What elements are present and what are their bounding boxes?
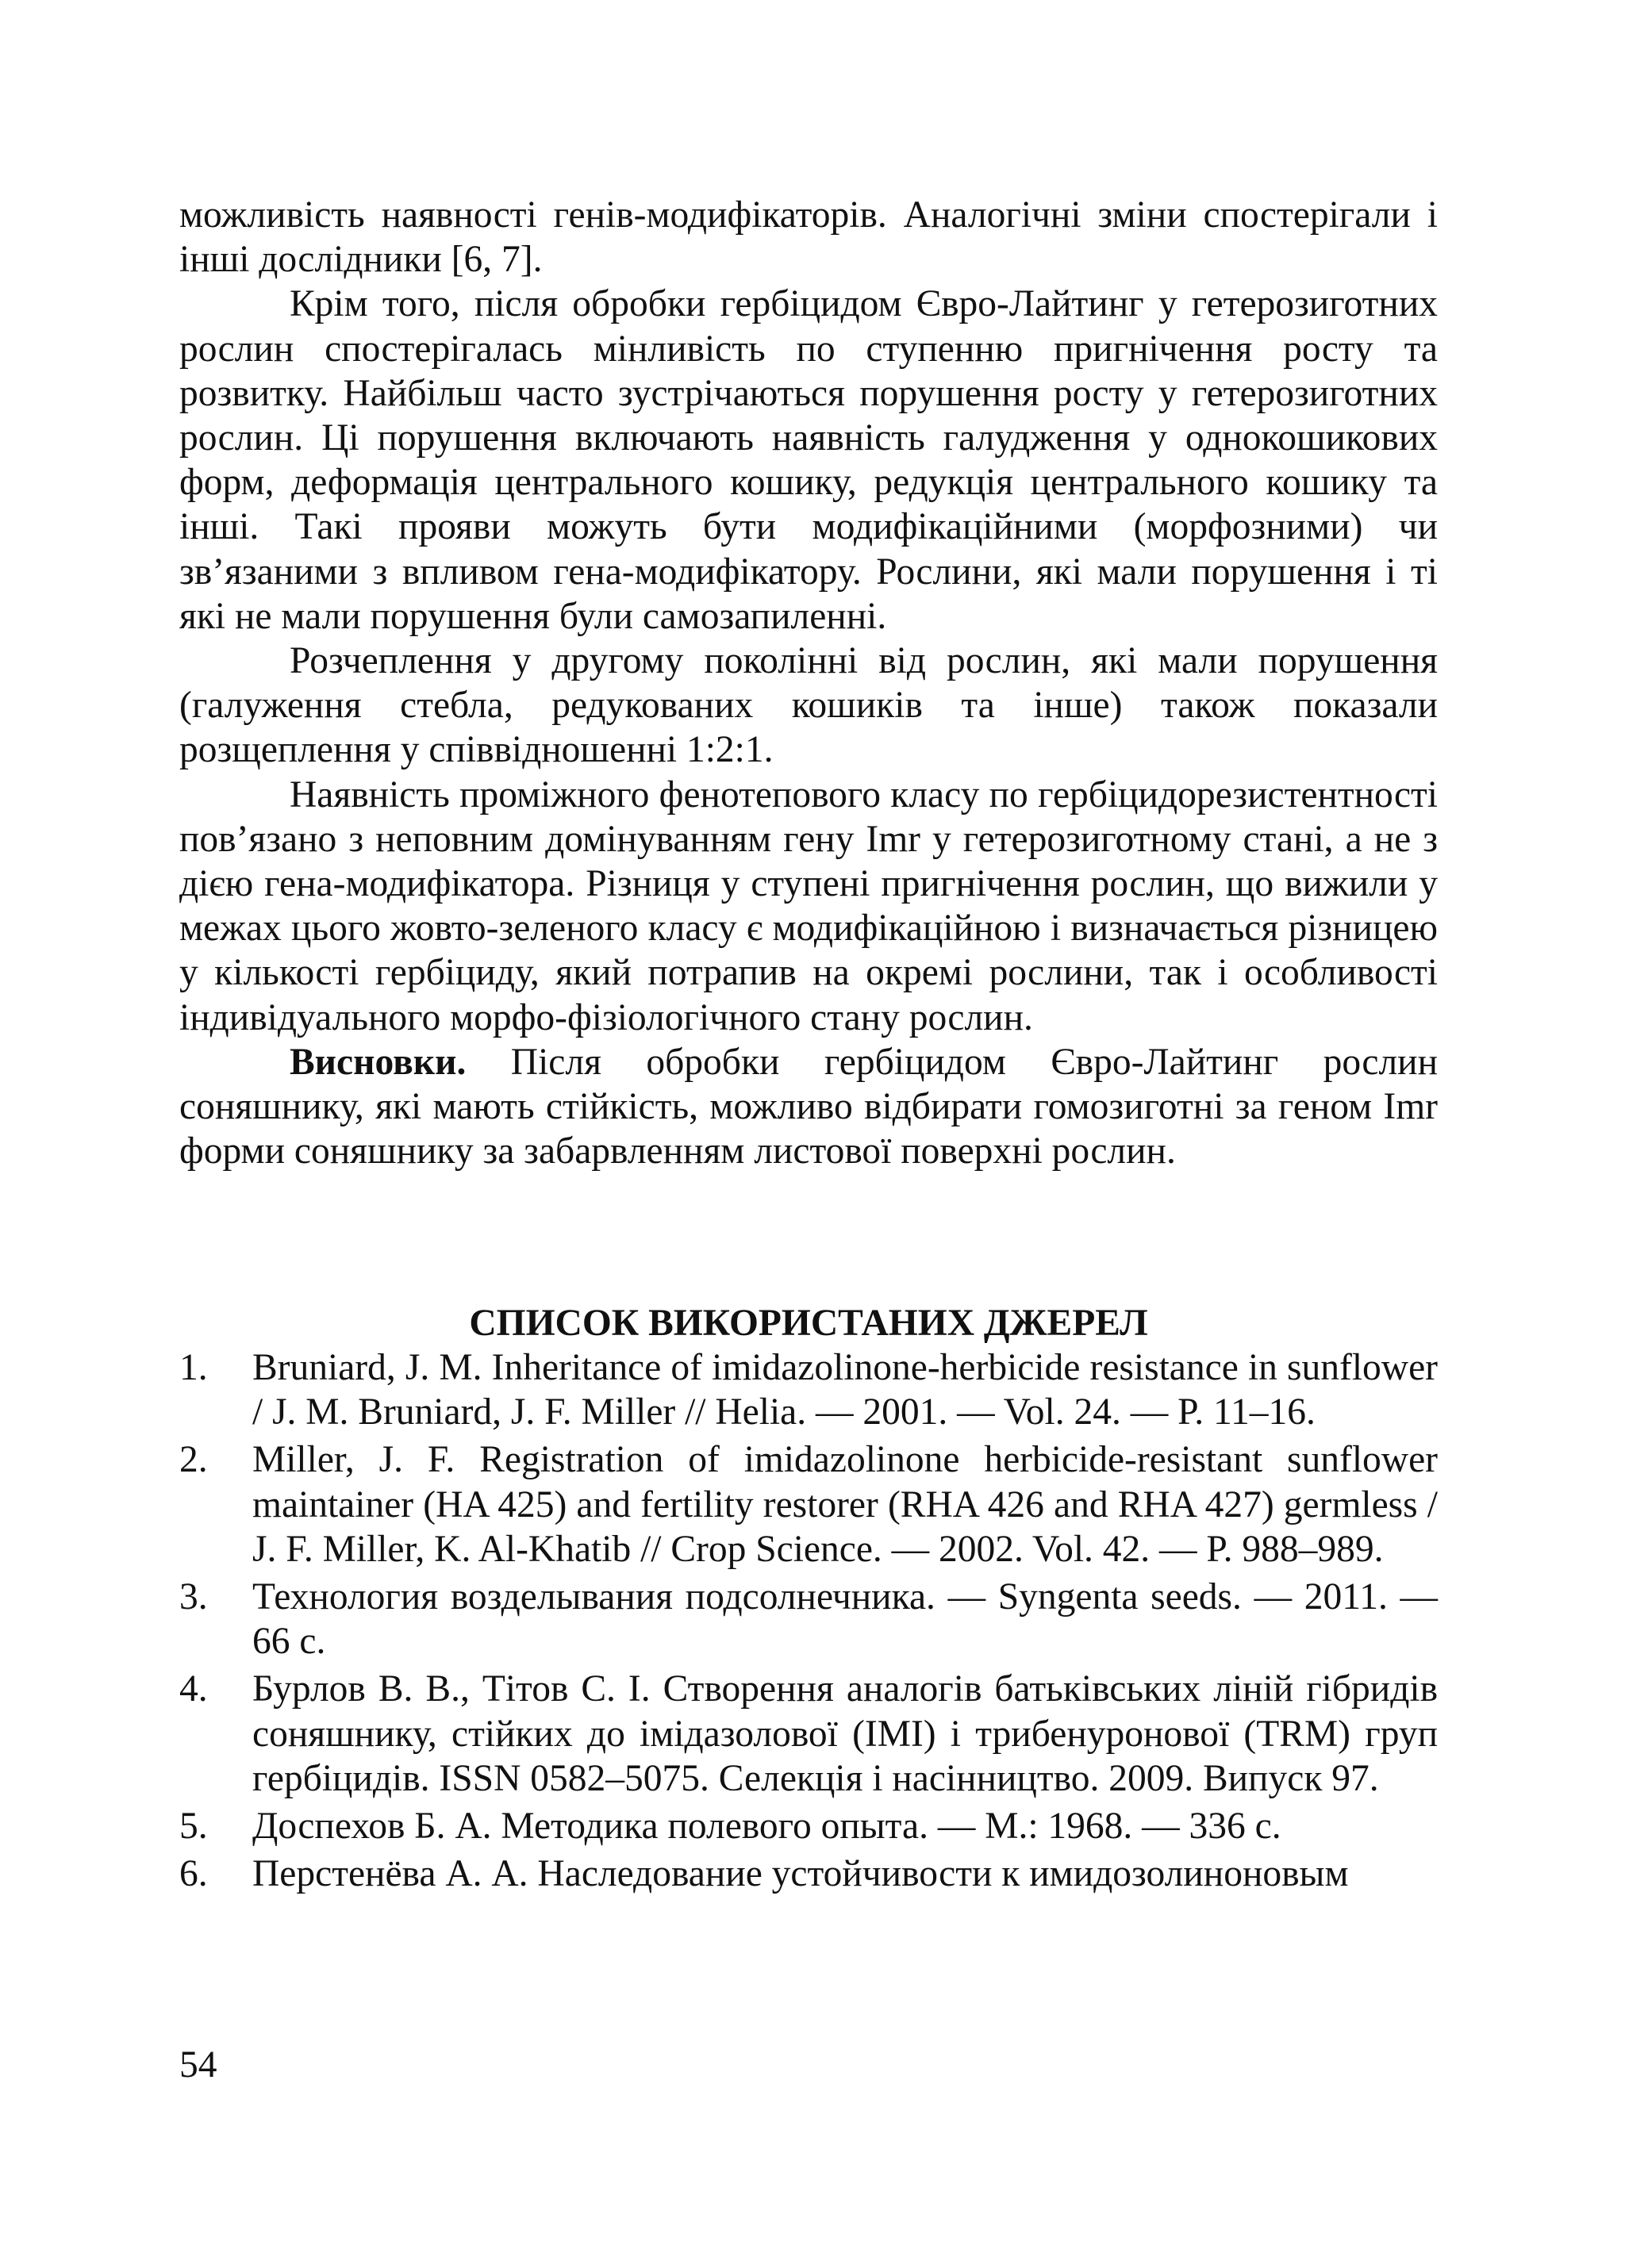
paragraph-segregation: Розчеплення у другому поколінні від рослин, які мали порушення (галуження стебла, редукованих кошиків та інше) також показали розщеплення у співвідношенні 1:2:1. (179, 640, 1438, 771)
conclusions-text: Після обробки гербіцидом Євро-Лайтинг рослин соняшнику, які мають стійкість, можливо відбирати гомозиготні за геном Imr форми соняшнику за забарвленням листової поверхні рослин. (179, 1041, 1438, 1172)
reference-number: 6. (179, 1853, 208, 1895)
references-title: СПИСОК ВИКОРИСТАНИХ ДЖЕРЕЛ (469, 1303, 1148, 1344)
paragraph-continuation: можливість наявності генів-модифікаторів. Аналогічні зміни спостерігали і інші дослідники [6, 7]. (179, 194, 1438, 281)
reference-text: Miller, J. F. Registration of imidazolinone herbicide-resistant sunflower maintainer (HA 425) and fertility restorer (RHA 426 and RHA 427) germless / J. F. Miller, K. Al-Khatib // Crop Science. — 2002. Vol. 42. — P. 988–989. (252, 1439, 1438, 1570)
paragraph-growth-disorders: Крім того, після обробки гербіцидом Євро-Лайтинг у гетерозиготних рослин спостерігалась мінливість по ступенню пригнічення росту та розвитку. Найбільш часто зустрічаються порушення росту у гетерозиготних рослин. Ці порушення включають наявність галудження у однокошикових форм, деформація центрального кошику, редукція центрального кошику та інші. Такі прояви можуть бути модифікаційними (морфозними) чи зв’язаними з впливом гена-модифікатору. Рослини, які мали порушення і ті які не мали порушення були самозапиленні. (179, 283, 1438, 637)
reference-text: Технология возделывания подсолнечника. — Syngenta seeds. — 2011. — 66 с. (252, 1576, 1438, 1663)
reference-number: 4. (179, 1668, 208, 1710)
reference-text: Перстенёва А. А. Наследование устойчивости к имидозолиноновым (252, 1853, 1349, 1895)
reference-text: Bruniard, J. M. Inheritance of imidazolinone-herbicide resistance in sunflower / J. M. Bruniard, J. F. Miller // Helia. — 2001. — Vol. 24. — P. 11–16. (252, 1347, 1438, 1433)
references-list (179, 1345, 1438, 1899)
reference-item (179, 1345, 1438, 1434)
reference-text: Доспехов Б. А. Методика полевого опыта. — М.: 1968. — 336 с. (252, 1806, 1281, 1848)
reference-item (179, 1667, 1438, 1801)
reference-item (179, 1575, 1438, 1664)
paragraph-intermediate-class: Наявність проміжного фенотепового класу по гербіцидорезистентності пов’язано з неповним домінуванням гену Imr у гетерозиготному стані, а не з дією гена-модифікатора. Різниця у ступені пригнічення рослин, що вижили у межах цього жовто-зеленого класу є модифікаційною і визначається різницею у кількості гербіциду, який потрапив на окремі рослини, так і особливості індивідуального морфо-фізіологічного стану рослин. (179, 773, 1438, 1038)
reference-item (179, 1804, 1438, 1848)
body-text (179, 193, 1438, 1173)
reference-number: 2. (179, 1439, 208, 1481)
paragraph-conclusions (179, 1040, 1438, 1174)
reference-item (179, 1852, 1438, 1896)
conclusions-heading: Висновки. (290, 1041, 467, 1083)
reference-number: 1. (179, 1347, 208, 1388)
reference-item (179, 1437, 1438, 1571)
reference-number: 5. (179, 1806, 208, 1848)
page-number: 54 (179, 2044, 217, 2086)
reference-text: Бурлов В. В., Тітов С. І. Створення аналогів батьківських ліній гібридів соняшнику, стійких до імідазолової (IMI) і трибенуронової (TRM) груп гербіцидів. ISSN 0582–5075. Селекція і насінництво. 2009. Випуск 97. (252, 1668, 1438, 1799)
reference-number: 3. (179, 1576, 208, 1618)
